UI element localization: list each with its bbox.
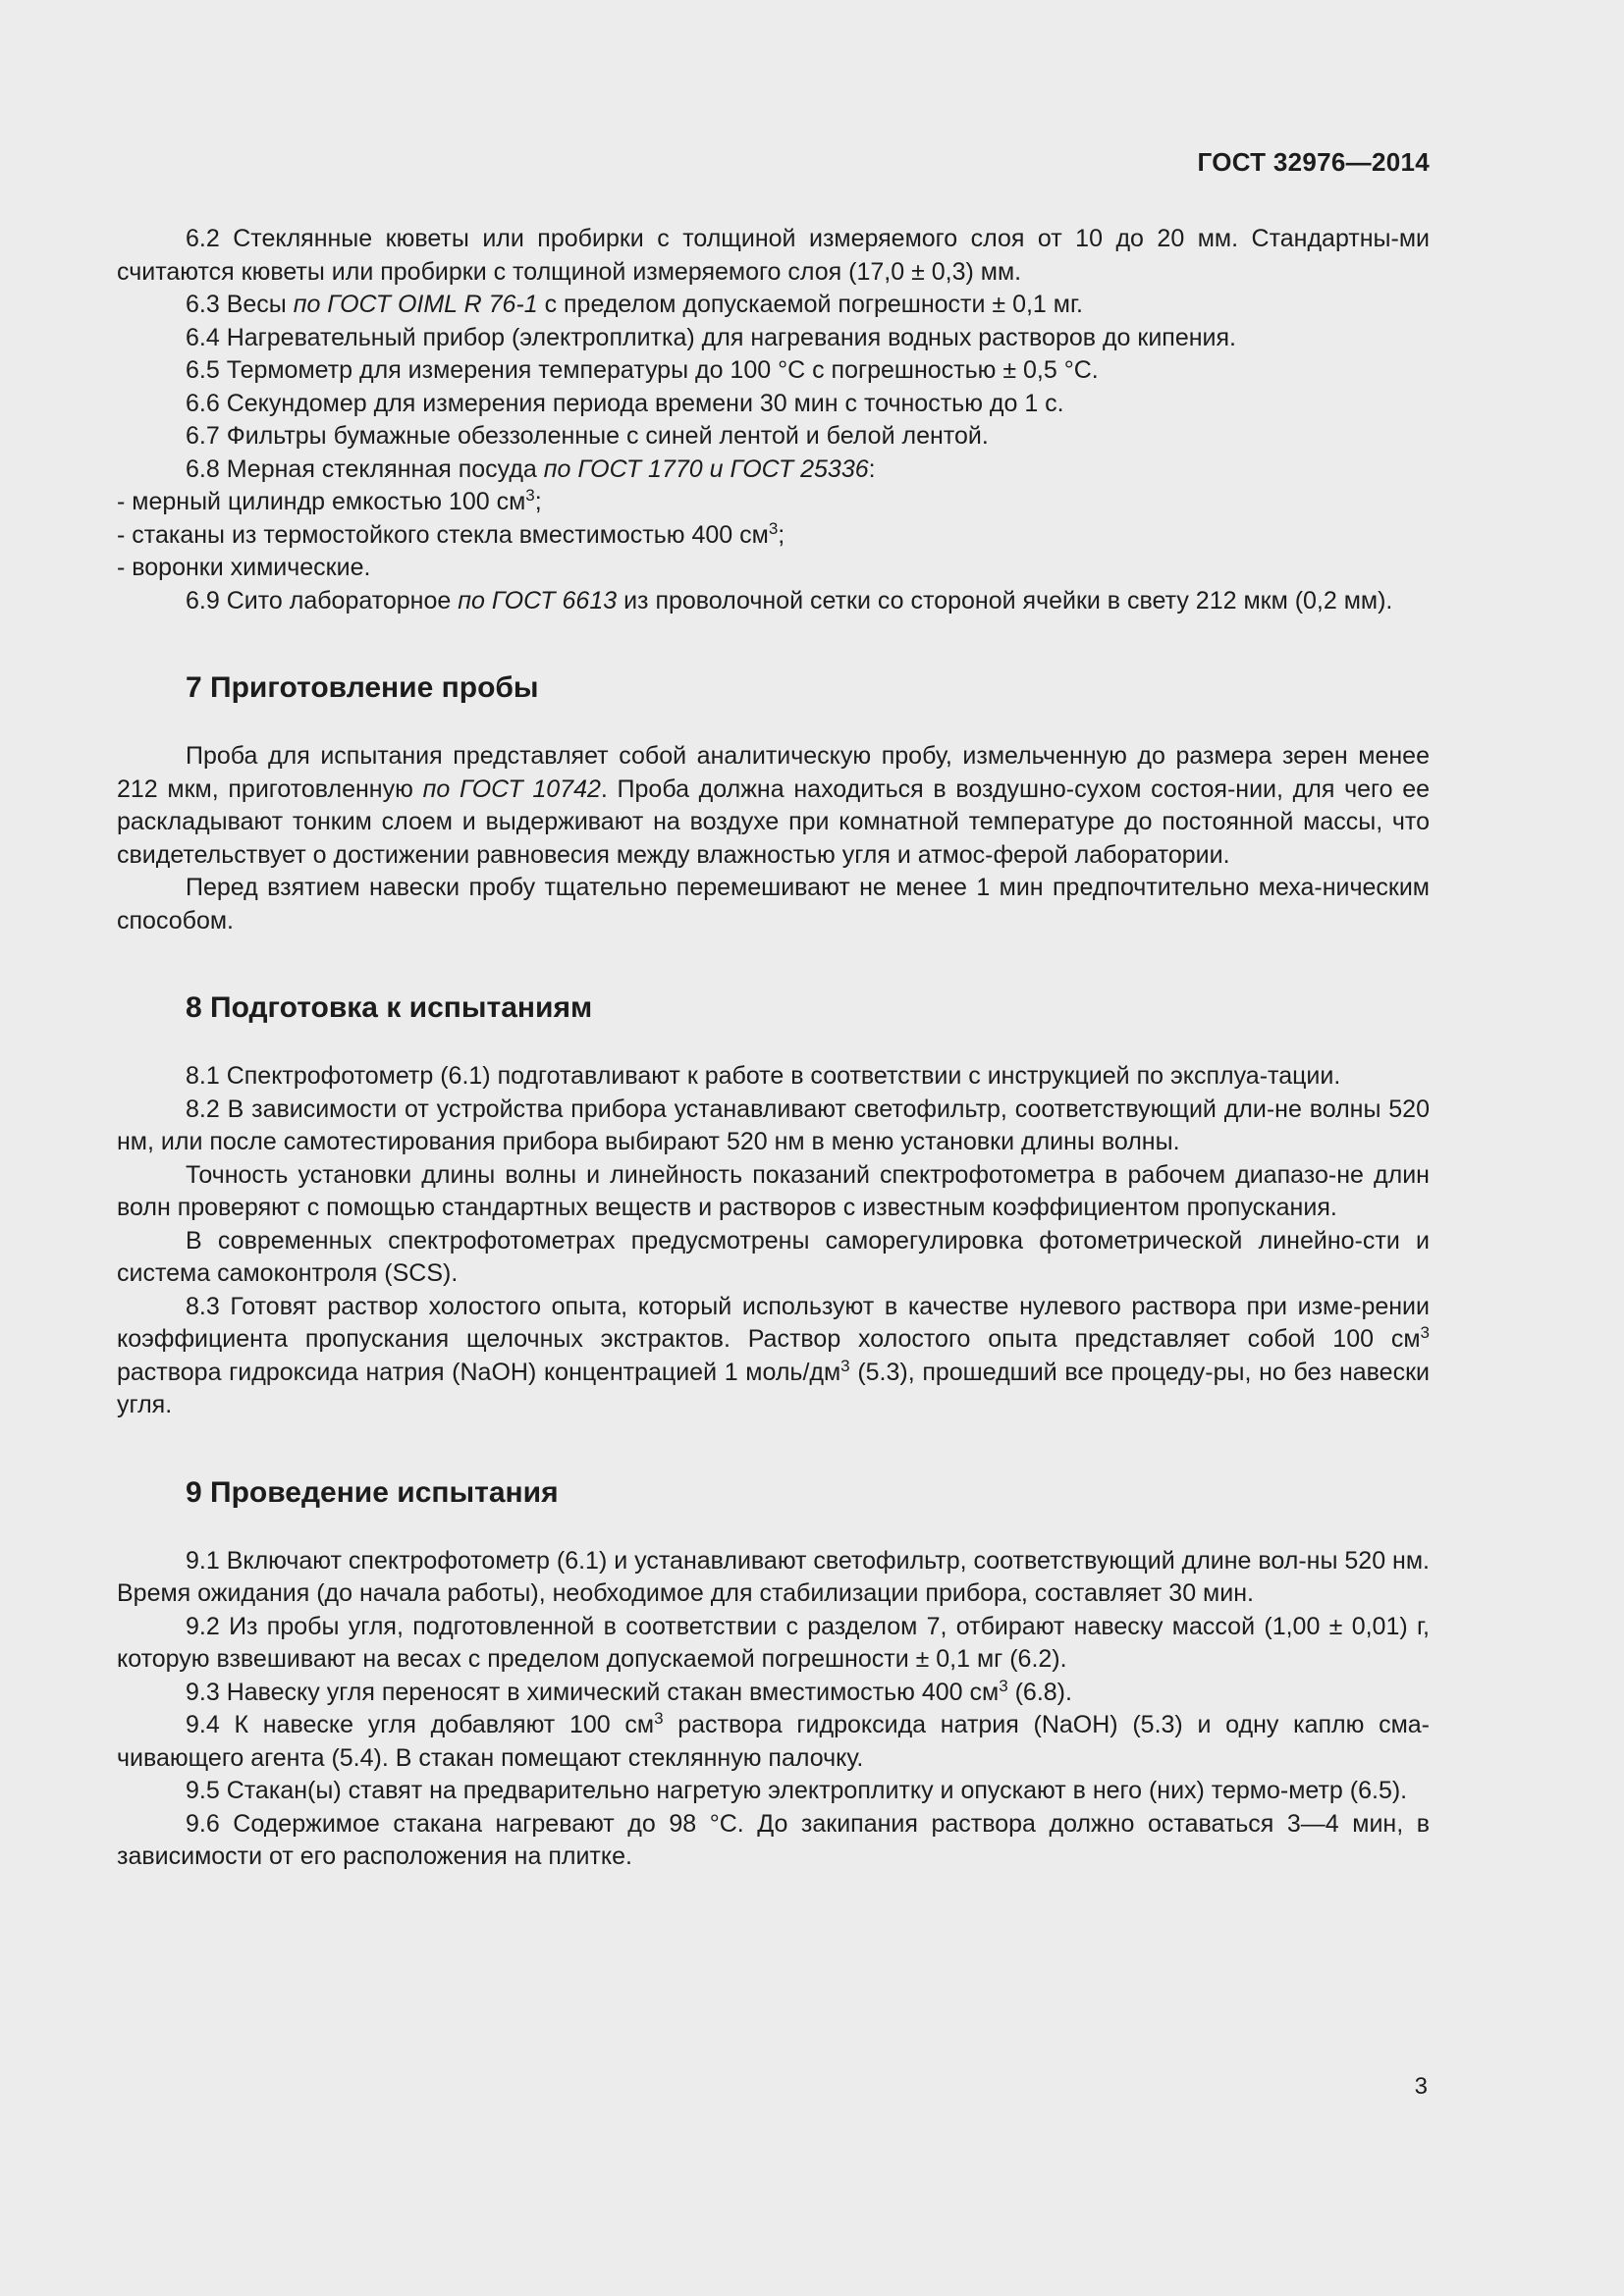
list-item-end: ;	[778, 520, 785, 549]
paragraph-9-3	[117, 1677, 1430, 1710]
section-heading-8: 8 Подготовка к испытаниям	[186, 991, 593, 1024]
paragraph-6-8	[117, 454, 1430, 487]
paragraph-6-9-text-end: из проволочной сетки со стороной ячейки в свету 212 мкм (0,2 мм).	[617, 586, 1393, 614]
paragraph-6-8-text: 6.8 Мерная стеклянная посуда	[186, 454, 544, 483]
paragraph-9-3-text: 9.3 Навеску угля переносят в химический стакан вместимостью 400 см	[186, 1678, 1000, 1706]
paragraph-8-2-modern: В современных спектрофотометрах предусмотрены саморегулировка фотометрической линейно-сти и система самоконтроля (SCS).	[117, 1226, 1430, 1287]
paragraph-6-8-text-end: :	[868, 454, 876, 483]
list-item	[117, 486, 1430, 519]
document-body	[117, 223, 1430, 1874]
paragraph-9-4-text: 9.4 К навеске угля добавляют 100 см	[186, 1711, 655, 1738]
list-item-end: ;	[534, 488, 542, 515]
paragraph-7-1	[117, 740, 1430, 872]
paragraph-9-4	[117, 1709, 1430, 1775]
section-heading-9: 9 Проведение испытания	[186, 1475, 559, 1509]
paragraph-7-2: Перед взятием навески пробу тщательно перемешивают не менее 1 мин предпочтительно меха-ническим способом.	[117, 874, 1430, 934]
superscript: 3	[654, 1709, 664, 1728]
paragraph-9-3-text-end: (6.8).	[1007, 1678, 1072, 1706]
page-number: 3	[1414, 2073, 1428, 2100]
paragraph-8-2-accuracy: Точность установки длины волны и линейность показаний спектрофотометра в рабочем диапазо-не длин волн проверяют с помощью стандартных веществ и растворов с известным коэффициентом пропускания.	[117, 1160, 1430, 1221]
paragraph-8-2: 8.2 В зависимости от устройства прибора устанавливают светофильтр, соответствующий дли-не волны 520 нм, или после самотестирования прибора выбирают 520 нм в меню установки длины волны.	[117, 1095, 1430, 1155]
superscript: 3	[1420, 1323, 1430, 1342]
superscript: 3	[840, 1356, 850, 1375]
paragraph-8-1: 8.1 Спектрофотометр (6.1) подготавливают к работе в соответствии с инструкцией по эксплуа-тации.	[186, 1062, 1341, 1090]
paragraph-9-2: 9.2 Из пробы угля, подготовленной в соответствии с разделом 7, отбирают навеску массой (1,00 ± 0,01) г, которую взвешивают на весах с пределом допускаемой погрешности ± 0,1 мг (6.2).	[117, 1612, 1430, 1673]
paragraph-6-2: 6.2 Стеклянные кюветы или пробирки с толщиной измеряемого слоя от 10 до 20 мм. Стандартны-ми считаются кюветы или пробирки с толщиной измеряемого слоя (17,0 ± 0,3) мм.	[117, 225, 1430, 286]
paragraph-8-3-text-mid: раствора гидроксида натрия (NaOH) концентрацией 1 моль/дм	[117, 1358, 841, 1386]
paragraph-6-3	[117, 289, 1430, 322]
list-item	[117, 519, 1430, 553]
paragraph-6-7: 6.7 Фильтры бумажные обеззоленные с синей лентой и белой лентой.	[186, 422, 989, 450]
paragraph-7-1-text-end: . Проба должна находиться в воздушно-сухом состоя-нии, для чего ее раскладывают тонким слоем и выдерживают на воздухе при комнатной температуре до постоянной массы, что свидетельствует о достижении равновесия между влажностью угля и атмос-ферой лаборатории.	[117, 774, 1430, 869]
superscript: 3	[999, 1676, 1008, 1695]
paragraph-6-9-text: 6.9 Сито лабораторное	[186, 586, 459, 614]
paragraph-6-6: 6.6 Секундомер для измерения периода времени 30 мин с точностью до 1 с.	[186, 389, 1064, 417]
standard-reference-link[interactable]: по ГОСТ 10742	[422, 774, 601, 803]
standard-reference-link[interactable]: по ГОСТ OIML R 76-1	[293, 291, 538, 318]
paragraph-9-4-text-end: раствора гидроксида натрия (NaOH) (5.3) и одну каплю сма-чивающего агента (5.4). В стакан помещают стеклянную палочку.	[117, 1711, 1430, 1772]
superscript: 3	[768, 518, 779, 538]
paragraph-9-1: 9.1 Включают спектрофотометр (6.1) и устанавливают светофильтр, соответствующий длине вол-ны 520 нм. Время ожидания (до начала работы), необходимое для стабилизации прибора, составляет 30 мин.	[117, 1546, 1430, 1607]
standard-reference-link[interactable]: по ГОСТ 6613	[458, 586, 618, 614]
paragraph-6-5: 6.5 Термометр для измерения температуры до 100 °С с погрешностью ± 0,5 °С.	[186, 356, 1099, 384]
paragraph-6-3-text: 6.3 Весы	[186, 291, 294, 318]
paragraph-8-3-text: 8.3 Готовят раствор холостого опыта, который используют в качестве нулевого раствора при изме-рении коэффициента пропускания щелочных экстрактов. Раствор холостого опыта представляет собой 100 см	[117, 1292, 1430, 1353]
list-item: - воронки химические.	[117, 554, 371, 581]
paragraph-8-3-text-end: (5.3), прошедший все процеду-ры, но без навески угля.	[117, 1358, 1430, 1418]
document-code-header: ГОСТ 32976—2014	[1197, 147, 1430, 177]
list-item-text: - мерный цилиндр емкостью 100 см	[117, 488, 526, 515]
section-heading-7: 7 Приготовление пробы	[186, 671, 539, 704]
paragraph-7-1-text: Проба для испытания представляет собой аналитическую пробу, измельченную до размера зерен менее 212 мкм, приготовленную	[117, 742, 1430, 803]
list-item-text: - стаканы из термостойкого стекла вместимостью 400 см	[117, 520, 769, 549]
paragraph-9-6: 9.6 Содержимое стакана нагревают до 98 °С. До закипания раствора должно оставаться 3—4 мин, в зависимости от его расположения на плитке.	[117, 1809, 1430, 1870]
standard-reference-link[interactable]: по ГОСТ 1770 и ГОСТ 25336	[543, 454, 869, 483]
superscript: 3	[525, 486, 535, 505]
paragraph-9-5: 9.5 Стакан(ы) ставят на предварительно нагретую электроплитку и опускают в него (них) термо-метр (6.5).	[186, 1777, 1408, 1804]
paragraph-8-3	[117, 1291, 1430, 1422]
paragraph-6-9	[117, 585, 1430, 618]
paragraph-6-3-text-end: с пределом допускаемой погрешности ± 0,1 мг.	[537, 291, 1083, 318]
paragraph-6-4: 6.4 Нагревательный прибор (электроплитка) для нагревания водных растворов до кипения.	[186, 323, 1237, 351]
